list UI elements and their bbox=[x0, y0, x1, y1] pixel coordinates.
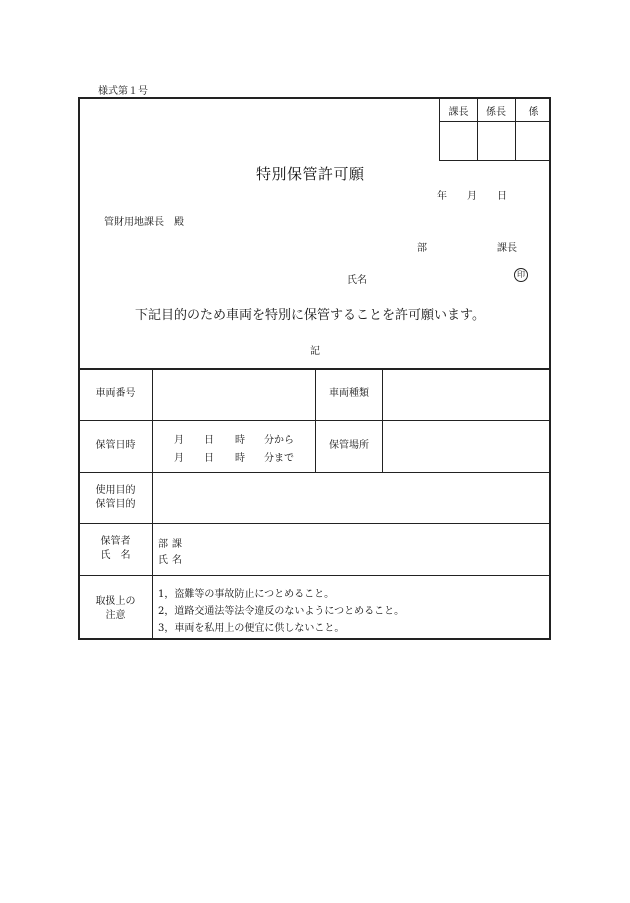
vehicle-type-label: 車両種類 bbox=[329, 388, 369, 399]
stamp-label-kakaricho: 係長 bbox=[486, 107, 506, 118]
approval-stamp-grid bbox=[439, 97, 551, 161]
to-minute: 分まで bbox=[264, 453, 294, 464]
purpose-label-1: 使用目的 bbox=[95, 485, 136, 496]
applicant-section: 課長 bbox=[497, 243, 517, 254]
note-item: 1，盗難等の事故防止につとめること。 bbox=[158, 589, 335, 600]
request-sentence: 下記目的のため車両を特別に保管することを許可願います。 bbox=[135, 308, 485, 323]
notes-label-1: 取扱上の bbox=[95, 596, 136, 607]
stamp-label-kacho: 課長 bbox=[448, 107, 469, 118]
applicant-dept: 部 bbox=[417, 243, 427, 254]
row-divider bbox=[78, 472, 551, 473]
keeper-label-1: 保管者 bbox=[100, 536, 131, 547]
storage-place-label: 保管場所 bbox=[329, 440, 369, 451]
date-day: 日 bbox=[497, 191, 507, 202]
date-year: 年 bbox=[437, 191, 447, 202]
from-minute: 分から bbox=[264, 435, 294, 446]
purpose-label-2: 保管目的 bbox=[95, 499, 136, 510]
keeper-label-2: 氏 名 bbox=[100, 550, 131, 561]
vehicle-number-label: 車両番号 bbox=[95, 388, 136, 399]
keeper-name-2: 名 bbox=[172, 555, 182, 566]
row-divider bbox=[78, 523, 551, 524]
column-divider bbox=[315, 369, 316, 472]
from-day: 日 bbox=[204, 435, 214, 446]
notes-label-2: 注意 bbox=[105, 610, 126, 621]
column-divider bbox=[382, 369, 383, 472]
keeper-dept: 部 bbox=[158, 539, 168, 550]
form-number: 様式第１号 bbox=[98, 86, 148, 97]
from-month: 月 bbox=[174, 435, 184, 446]
label-column-divider bbox=[152, 369, 153, 639]
row-divider bbox=[78, 575, 551, 576]
from-hour: 時 bbox=[235, 435, 245, 446]
to-hour: 時 bbox=[235, 453, 245, 464]
to-day: 日 bbox=[204, 453, 214, 464]
to-month: 月 bbox=[174, 453, 184, 464]
form-title: 特別保管許可願 bbox=[256, 165, 365, 183]
date-month: 月 bbox=[467, 191, 477, 202]
note-item: 3，車両を私用上の便宜に供しないこと。 bbox=[158, 623, 345, 634]
stamp-label-kakari: 係 bbox=[528, 107, 539, 118]
applicant-name-label: 氏名 bbox=[347, 275, 367, 286]
storage-datetime-label: 保管日時 bbox=[95, 440, 136, 451]
stamp-header-line bbox=[440, 121, 551, 122]
addressee: 管財用地課長 殿 bbox=[104, 217, 184, 228]
seal-mark: 印 bbox=[514, 268, 528, 282]
ki-label: 記 bbox=[310, 346, 320, 357]
note-item: 2，道路交通法等法令違反のないようにつとめること。 bbox=[158, 606, 405, 617]
keeper-name-1: 氏 bbox=[158, 555, 168, 566]
keeper-section: 課 bbox=[172, 539, 182, 550]
